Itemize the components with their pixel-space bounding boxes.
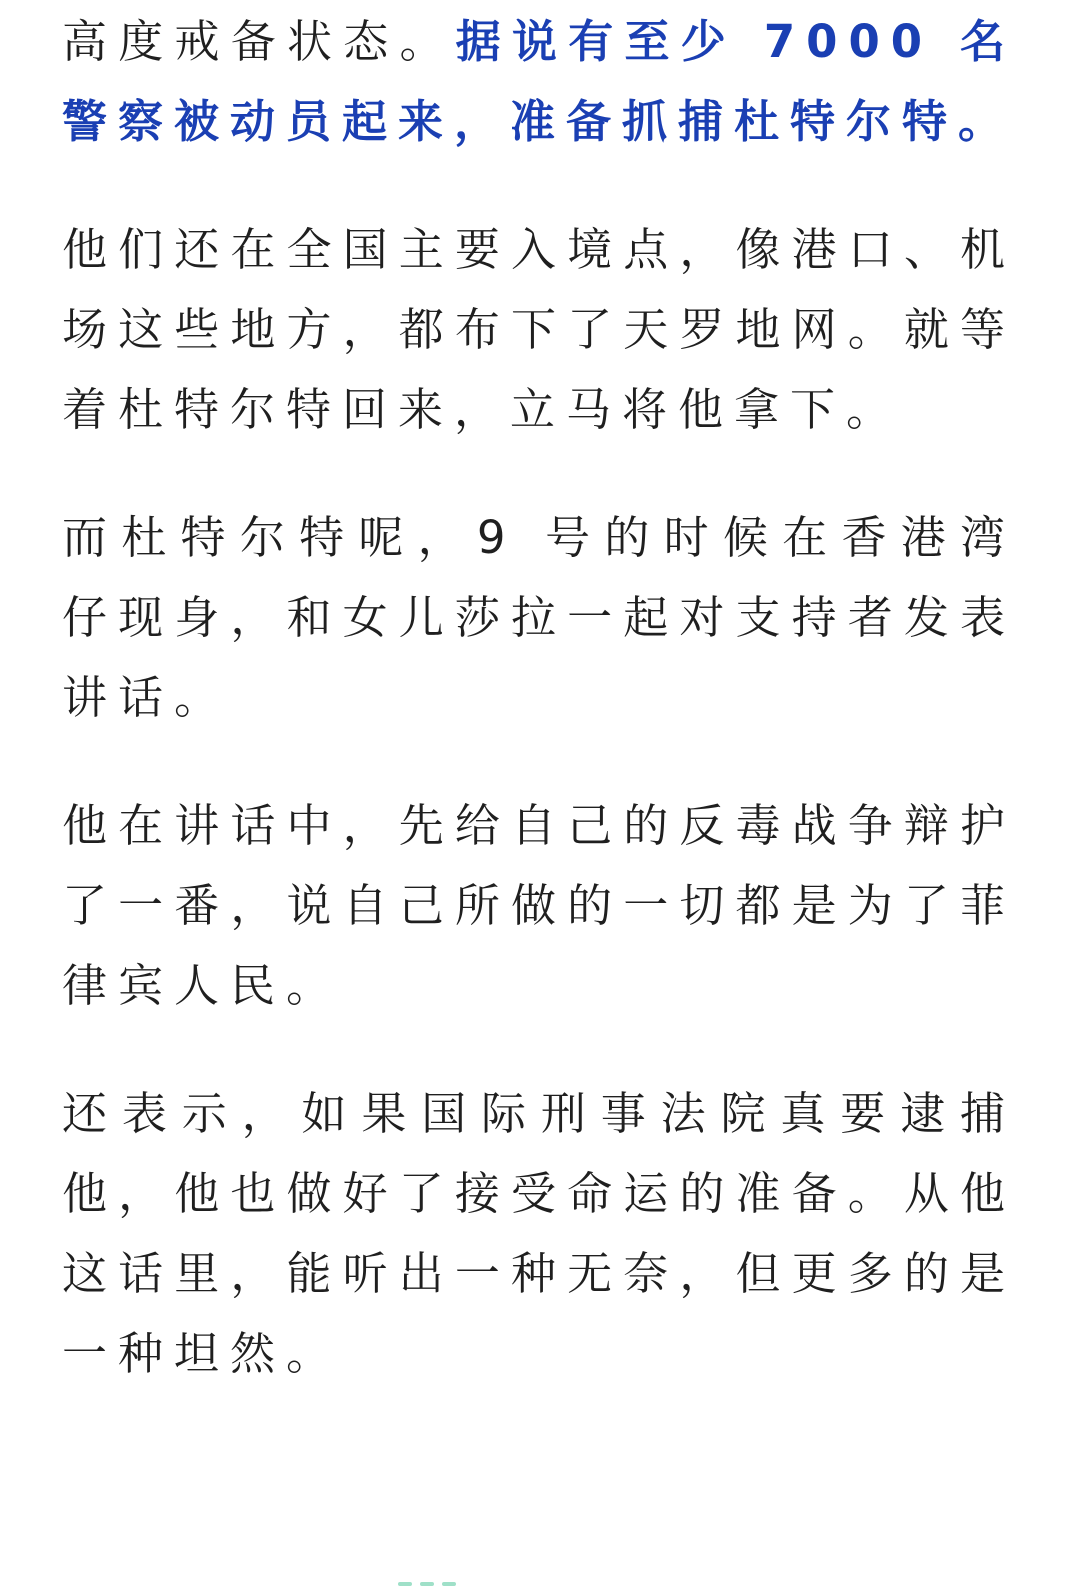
paragraph-1 [62, 2, 1016, 162]
paragraph-1-plain-text: 高度戒备状态。 [62, 15, 456, 68]
paragraph-3: 而杜特尔特呢，9 号的时候在香港湾仔现身，和女儿莎拉一起对支持者发表讲话。 [62, 511, 1016, 724]
paragraph-5: 还表示，如果国际刑事法院真要逮捕他，他也做好了接受命运的准备。从他这话里，能听出一种无奈，但更多的是一种坦然。 [62, 1087, 1016, 1380]
paragraph-1-highlighted-text: 据说有至少 7000 名警察被动员起来，准备抓捕杜特尔特。 [62, 15, 1016, 148]
loading-dot [398, 1582, 412, 1586]
loading-indicator [398, 1582, 458, 1588]
article-body [0, 2, 1080, 1593]
paragraph-4: 他在讲话中，先给自己的反毒战争辩护了一番，说自己所做的一切都是为了菲律宾人民。 [62, 799, 1016, 1012]
loading-dot [442, 1582, 456, 1586]
paragraph-2: 他们还在全国主要入境点，像港口、机场这些地方，都布下了天罗地网。就等着杜特尔特回来，立马将他拿下。 [62, 223, 1016, 436]
loading-dot [420, 1582, 434, 1586]
